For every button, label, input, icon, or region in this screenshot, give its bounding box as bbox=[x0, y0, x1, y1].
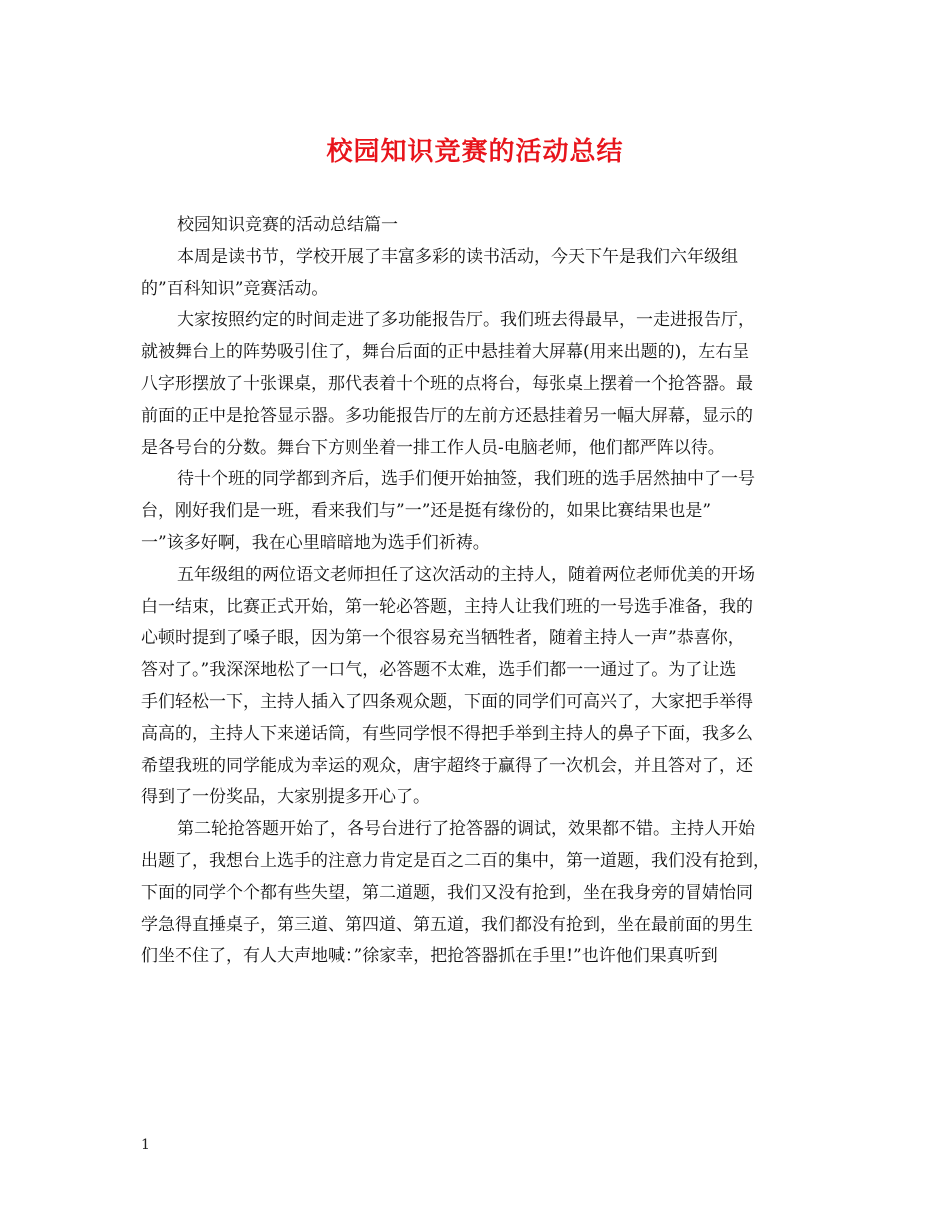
text-line: 大家按照约定的时间走进了多功能报告厅。我们班去得最早，一走进报告厅， bbox=[177, 310, 755, 331]
text-line: 五年级组的两位语文老师担任了这次活动的主持人，随着两位老师优美的开场 bbox=[177, 564, 755, 585]
text-line: 台，刚好我们是一班，看来我们与”一”还是挺有缘份的，如果比赛结果也是” bbox=[141, 501, 712, 522]
text-line: 就被舞台上的阵势吸引住了，舞台后面的正中悬挂着大屏幕(用来出题的)，左右呈 bbox=[141, 342, 750, 363]
text-line: 手们轻松一下，主持人插入了四条观众题，下面的同学们可高兴了，大家把手举得 bbox=[141, 691, 753, 712]
text-line: 的”百科知识”竞赛活动。 bbox=[141, 278, 329, 299]
text-line: 们坐不住了，有人大声地喊：”徐家幸，把抢答器抓在手里!”也许他们果真听到 bbox=[141, 946, 718, 967]
text-line: 高高的，主持人下来递话筒，有些同学恨不得把手举到主持人的鼻子下面，我多么 bbox=[141, 723, 753, 744]
text-line: 希望我班的同学能成为幸运的观众，唐宇超终于赢得了一次机会，并且答对了，还 bbox=[141, 755, 753, 776]
text-line: 待十个班的同学都到齐后，选手们便开始抽签，我们班的选手居然抽中了一号 bbox=[177, 469, 755, 490]
text-line: 得到了一份奖品，大家别提多开心了。 bbox=[141, 787, 430, 808]
text-line: 下面的同学个个都有些失望，第二道题，我们又没有抢到，坐在我身旁的冒婧怡同 bbox=[141, 882, 753, 903]
text-line: 是各号台的分数。舞台下方则坐着一排工作人员-电脑老师，他们都严阵以待。 bbox=[141, 437, 725, 458]
document-title: 校园知识竞赛的活动总结 bbox=[326, 137, 624, 167]
text-line: 答对了。”我深深地松了一口气，必答题不太难，选手们都一一通过了。为了让选 bbox=[141, 660, 737, 681]
paragraph bbox=[141, 305, 813, 464]
paragraph bbox=[141, 464, 813, 559]
text-line: 学急得直捶桌子，第三道、第四道、第五道，我们都没有抢到，坐在最前面的男生 bbox=[141, 914, 753, 935]
document-body bbox=[141, 210, 813, 973]
text-line: 前面的正中是抢答显示器。多功能报告厅的左前方还悬挂着另一幅大屏幕，显示的 bbox=[141, 405, 753, 426]
text-line: 第二轮抢答题开始了，各号台进行了抢答器的调试，效果都不错。主持人开始 bbox=[177, 819, 755, 840]
paragraph bbox=[141, 560, 813, 814]
text-line: 一”该多好啊，我在心里暗暗地为选手们祈祷。 bbox=[141, 532, 490, 553]
paragraph bbox=[141, 814, 813, 973]
text-line: 八字形摆放了十张课桌，那代表着十个班的点将台，每张桌上摆着一个抢答器。最 bbox=[141, 373, 753, 394]
page-number: 1 bbox=[141, 1137, 150, 1153]
paragraph bbox=[141, 210, 813, 242]
text-line: 本周是读书节，学校开展了丰富多彩的读书活动，今天下午是我们六年级组 bbox=[177, 246, 738, 267]
paragraph bbox=[141, 242, 813, 306]
text-line: 白一结束，比赛正式开始，第一轮必答题，主持人让我们班的一号选手准备，我的 bbox=[141, 596, 753, 617]
text-line: 心顿时提到了嗓子眼，因为第一个很容易充当牺牲者，随着主持人一声”恭喜你， bbox=[141, 628, 745, 649]
text-line: 出题了，我想台上选手的注意力肯定是百之二百的集中，第一道题，我们没有抢到， bbox=[141, 850, 770, 871]
text-line: 校园知识竞赛的活动总结篇一 bbox=[177, 215, 398, 235]
